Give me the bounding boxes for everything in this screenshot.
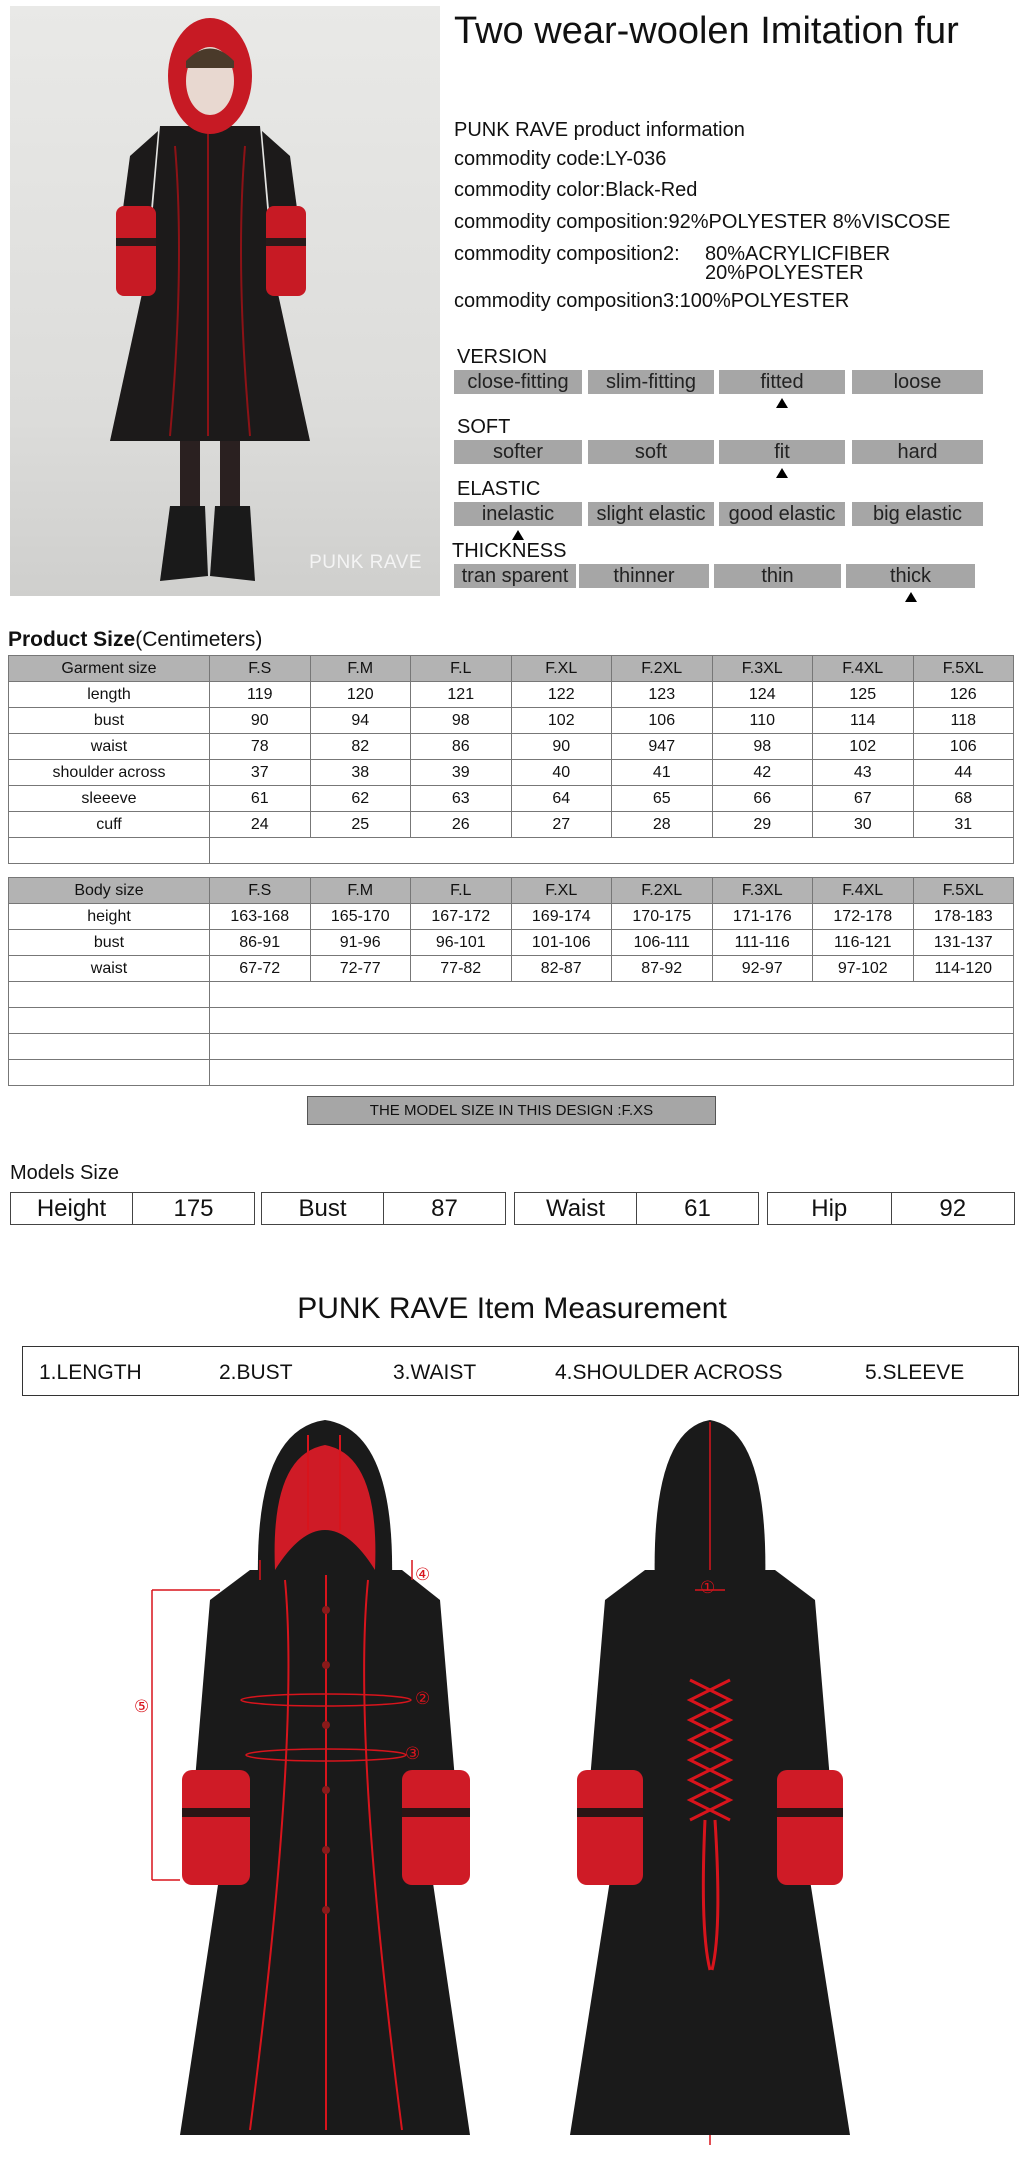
table-cell: 125 — [813, 682, 914, 708]
table-cell: 38 — [310, 760, 411, 786]
table-cell: 116-121 — [813, 930, 914, 956]
table-header-cell: F.S — [210, 656, 311, 682]
scale-option: good elastic — [719, 502, 845, 526]
table-header-cell: F.2XL — [612, 656, 713, 682]
selected-indicator — [512, 530, 524, 540]
scale-label-soft: SOFT — [457, 416, 511, 438]
table-header-cell: F.4XL — [813, 878, 914, 904]
table-cell: 26 — [411, 812, 512, 838]
table-cell: 39 — [411, 760, 512, 786]
body-size-table — [8, 877, 1014, 1086]
scale-option: fitted — [719, 370, 845, 394]
coat-back-diagram — [560, 1410, 860, 2150]
table-cell: waist — [9, 956, 210, 982]
table-header-cell: F.M — [310, 656, 411, 682]
table-header-cell: F.3XL — [712, 656, 813, 682]
table-cell: 62 — [310, 786, 411, 812]
commodity-composition: commodity composition:92%POLYESTER 8%VISCOSE — [454, 211, 951, 233]
scale-label-thickness: THICKNESS — [452, 540, 567, 562]
scale-option: softer — [454, 440, 582, 464]
table-cell: 122 — [511, 682, 612, 708]
empty-row — [9, 838, 1014, 864]
scale-option: close-fitting — [454, 370, 582, 394]
model-height-box: Height 175 — [10, 1192, 255, 1225]
scale-option: big elastic — [852, 502, 983, 526]
table-cell: 106 — [913, 734, 1014, 760]
scale-option: thinner — [579, 564, 709, 588]
table-cell: 82 — [310, 734, 411, 760]
table-cell: 126 — [913, 682, 1014, 708]
table-cell: 172-178 — [813, 904, 914, 930]
scale-option: soft — [588, 440, 714, 464]
table-cell: 178-183 — [913, 904, 1014, 930]
table-header-cell: F.2XL — [612, 878, 713, 904]
product-photo — [10, 6, 440, 596]
empty-row — [9, 982, 1014, 1008]
table-cell: 25 — [310, 812, 411, 838]
scale-option: thin — [714, 564, 841, 588]
marker-2: ② — [415, 1689, 431, 1708]
marker-5: ⑤ — [134, 1697, 150, 1716]
scale-label-elastic: ELASTIC — [457, 478, 541, 500]
table-cell: 68 — [913, 786, 1014, 812]
commodity-code: commodity code:LY-036 — [454, 148, 667, 170]
table-cell: 947 — [612, 734, 713, 760]
table-cell: 67 — [813, 786, 914, 812]
table-header-cell: F.4XL — [813, 656, 914, 682]
table-cell: 72-77 — [310, 956, 411, 982]
table-cell: 123 — [612, 682, 713, 708]
measurement-legend — [22, 1346, 1019, 1396]
table-cell: 94 — [310, 708, 411, 734]
table-cell: 91-96 — [310, 930, 411, 956]
table-row — [9, 734, 1014, 760]
table-cell: 78 — [210, 734, 311, 760]
table-cell: 171-176 — [712, 904, 813, 930]
table-cell: 131-137 — [913, 930, 1014, 956]
table-cell: 124 — [712, 682, 813, 708]
commodity-color: commodity color:Black-Red — [454, 179, 698, 201]
table-cell: 114 — [813, 708, 914, 734]
table-header-cell: Body size — [9, 878, 210, 904]
table-row — [9, 812, 1014, 838]
table-row — [9, 760, 1014, 786]
legend-sleeve: 5.SLEEVE — [865, 1361, 965, 1384]
table-cell: 114-120 — [913, 956, 1014, 982]
scale-option: tran sparent — [454, 564, 576, 588]
table-cell: 44 — [913, 760, 1014, 786]
table-cell: 102 — [813, 734, 914, 760]
table-cell: 65 — [612, 786, 713, 812]
table-cell: 86 — [411, 734, 512, 760]
table-cell: 66 — [712, 786, 813, 812]
table-cell: 121 — [411, 682, 512, 708]
scale-option: slight elastic — [588, 502, 714, 526]
model-size-note: THE MODEL SIZE IN THIS DESIGN :F.XS — [307, 1096, 716, 1125]
table-header-cell: F.5XL — [913, 878, 1014, 904]
table-cell: 90 — [511, 734, 612, 760]
table-header-cell: F.M — [310, 878, 411, 904]
table-header-cell: Garment size — [9, 656, 210, 682]
info-heading: PUNK RAVE product information — [454, 119, 745, 141]
table-cell: sleeeve — [9, 786, 210, 812]
selected-indicator — [776, 398, 788, 408]
measurement-title: PUNK RAVE Item Measurement — [297, 1292, 727, 1325]
empty-row — [9, 1008, 1014, 1034]
commodity-composition2-label: commodity composition2: — [454, 243, 680, 265]
table-cell: 163-168 — [210, 904, 311, 930]
table-row — [9, 904, 1014, 930]
product-size-heading: Product Size(Centimeters) — [8, 628, 263, 651]
product-title: Two wear-woolen Imitation fur — [454, 10, 959, 52]
scale-option: loose — [852, 370, 983, 394]
table-cell: 24 — [210, 812, 311, 838]
model-illustration — [10, 6, 440, 596]
table-header-cell: F.XL — [511, 656, 612, 682]
table-cell: 86-91 — [210, 930, 311, 956]
table-header-cell: F.3XL — [712, 878, 813, 904]
table-cell: bust — [9, 930, 210, 956]
scale-option: slim-fitting — [588, 370, 714, 394]
product-size-table — [8, 655, 1014, 864]
table-cell: 106-111 — [612, 930, 713, 956]
marker-4: ④ — [415, 1565, 431, 1584]
watermark: PUNK RAVE — [309, 552, 422, 573]
table-cell: 27 — [511, 812, 612, 838]
table-cell: 43 — [813, 760, 914, 786]
legend-bust: 2.BUST — [219, 1361, 293, 1384]
legend-shoulder-across: 4.SHOULDER ACROSS — [555, 1361, 783, 1384]
table-cell: 98 — [712, 734, 813, 760]
table-cell: length — [9, 682, 210, 708]
scale-option: inelastic — [454, 502, 582, 526]
commodity-composition3: commodity composition3:100%POLYESTER — [454, 290, 850, 312]
table-cell: 82-87 — [511, 956, 612, 982]
models-size-heading: Models Size — [10, 1162, 119, 1184]
selected-indicator — [776, 468, 788, 478]
commodity-composition2-value: 80%ACRYLICFIBER 20%POLYESTER — [705, 243, 891, 284]
table-row — [9, 956, 1014, 982]
table-cell: 169-174 — [511, 904, 612, 930]
table-cell: 120 — [310, 682, 411, 708]
table-header-cell: F.XL — [511, 878, 612, 904]
table-cell: 28 — [612, 812, 713, 838]
legend-length: 1.LENGTH — [39, 1361, 142, 1384]
table-cell: 67-72 — [210, 956, 311, 982]
empty-row — [9, 1034, 1014, 1060]
model-waist-box: Waist 61 — [514, 1192, 759, 1225]
table-cell: 29 — [712, 812, 813, 838]
scale-option: hard — [852, 440, 983, 464]
table-cell: 101-106 — [511, 930, 612, 956]
table-cell: 92-97 — [712, 956, 813, 982]
scale-option: thick — [846, 564, 975, 588]
table-cell: bust — [9, 708, 210, 734]
table-cell: height — [9, 904, 210, 930]
table-cell: 41 — [612, 760, 713, 786]
table-row — [9, 930, 1014, 956]
scale-option: fit — [719, 440, 845, 464]
table-row — [9, 786, 1014, 812]
table-cell: 119 — [210, 682, 311, 708]
table-cell: 102 — [511, 708, 612, 734]
table-cell: 118 — [913, 708, 1014, 734]
table-cell: 110 — [712, 708, 813, 734]
table-row — [9, 708, 1014, 734]
marker-1: ① — [700, 1578, 716, 1597]
table-cell: 61 — [210, 786, 311, 812]
table-row — [9, 682, 1014, 708]
table-cell: cuff — [9, 812, 210, 838]
table-cell: 90 — [210, 708, 311, 734]
scale-label-version: VERSION — [457, 346, 548, 368]
empty-row — [9, 1060, 1014, 1086]
table-cell: 96-101 — [411, 930, 512, 956]
table-cell: 97-102 — [813, 956, 914, 982]
table-cell: 165-170 — [310, 904, 411, 930]
coat-front-diagram — [134, 1410, 480, 2150]
table-cell: 40 — [511, 760, 612, 786]
table-header-cell: F.L — [411, 656, 512, 682]
table-cell: 42 — [712, 760, 813, 786]
table-header-cell: F.5XL — [913, 656, 1014, 682]
table-cell: 87-92 — [612, 956, 713, 982]
table-cell: 64 — [511, 786, 612, 812]
table-cell: 111-116 — [712, 930, 813, 956]
table-cell: 167-172 — [411, 904, 512, 930]
table-cell: shoulder across — [9, 760, 210, 786]
table-cell: 98 — [411, 708, 512, 734]
table-cell: 31 — [913, 812, 1014, 838]
table-cell: waist — [9, 734, 210, 760]
table-header-cell: F.S — [210, 878, 311, 904]
table-cell: 77-82 — [411, 956, 512, 982]
table-cell: 37 — [210, 760, 311, 786]
marker-3: ③ — [405, 1744, 421, 1763]
model-hip-box: Hip 92 — [767, 1192, 1015, 1225]
table-cell: 30 — [813, 812, 914, 838]
table-header-cell: F.L — [411, 878, 512, 904]
table-cell: 106 — [612, 708, 713, 734]
model-bust-box: Bust 87 — [261, 1192, 506, 1225]
legend-waist: 3.WAIST — [393, 1361, 477, 1384]
selected-indicator — [905, 592, 917, 602]
table-cell: 63 — [411, 786, 512, 812]
table-cell: 170-175 — [612, 904, 713, 930]
